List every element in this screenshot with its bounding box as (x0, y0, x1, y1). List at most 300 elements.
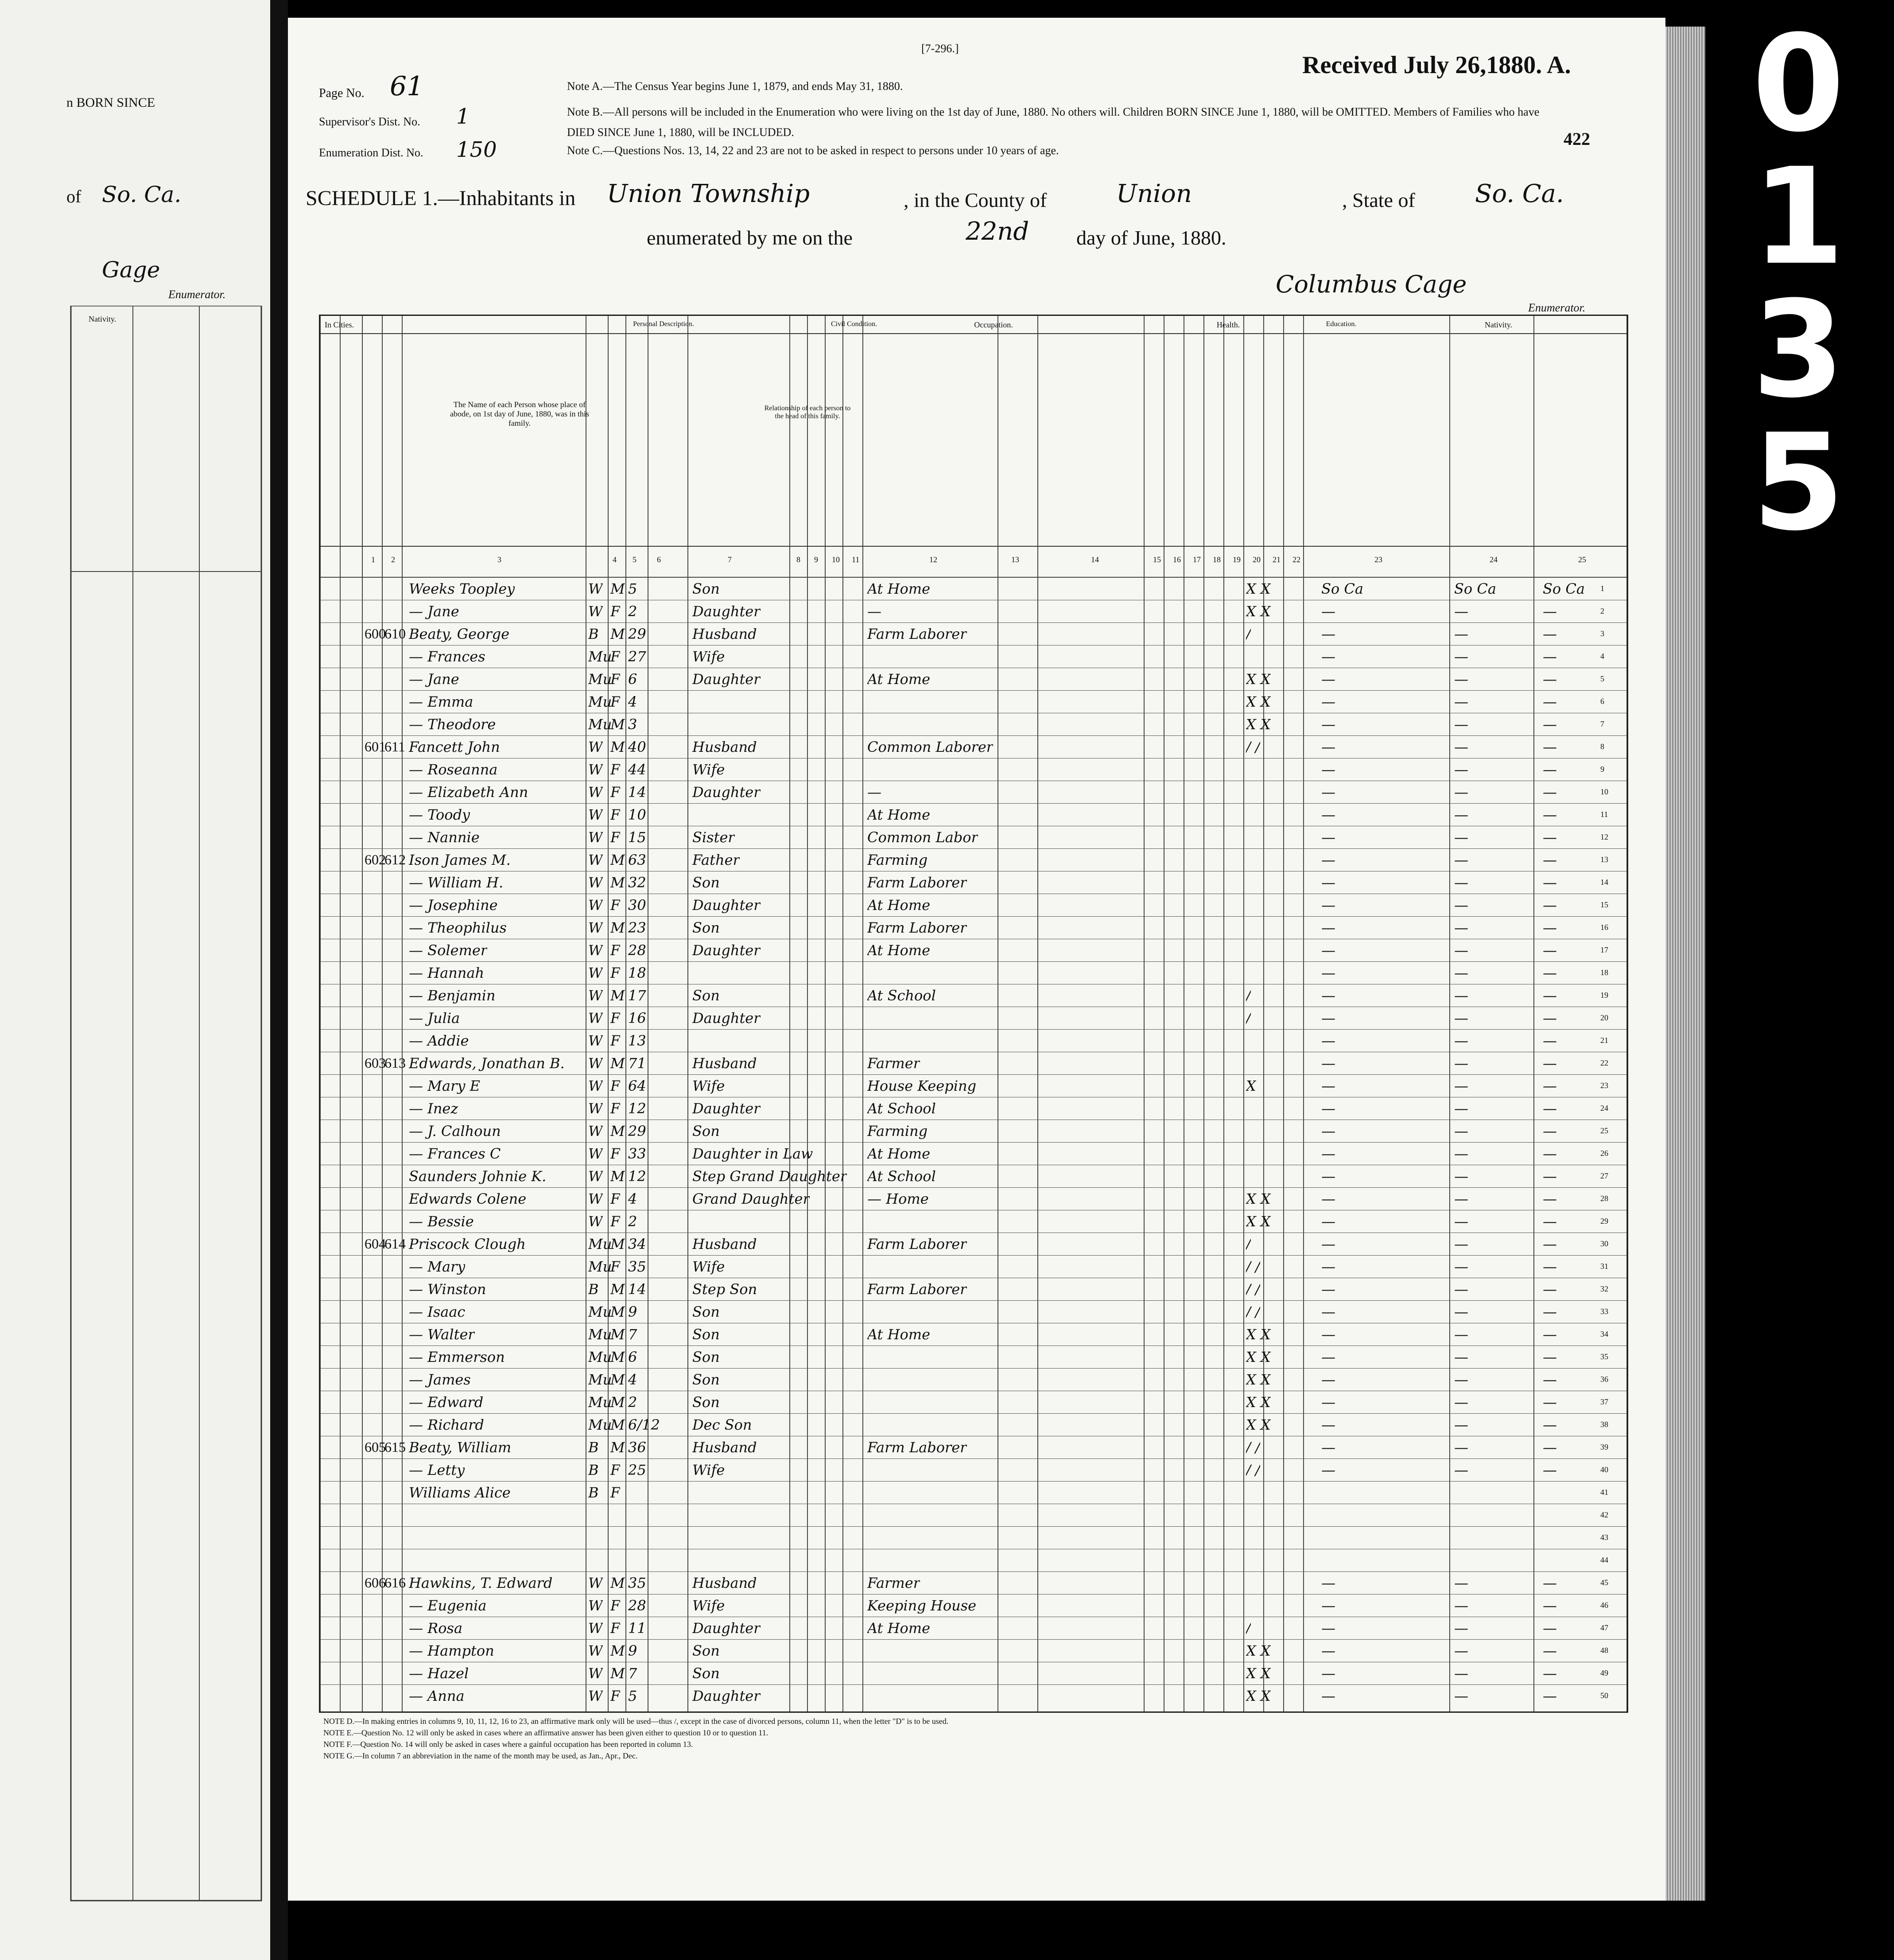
person-name: — Hampton (409, 1642, 494, 1659)
table-row (320, 894, 1627, 917)
column-number: 15 (1153, 555, 1161, 564)
age: 27 (628, 648, 646, 665)
enumerator-label: Enumerator. (1528, 301, 1586, 314)
table-row (320, 1639, 1627, 1662)
age: 34 (628, 1236, 646, 1252)
occupation: At School (867, 1100, 936, 1117)
education-marks: / (1246, 1236, 1251, 1252)
row-number: 24 (1600, 1104, 1608, 1112)
nativity-entry: — (1454, 1010, 1468, 1027)
column-number: 5 (633, 555, 637, 564)
row-number: 14 (1600, 878, 1608, 887)
sex-code: M (610, 1303, 625, 1320)
row-number: 20 (1600, 1013, 1608, 1022)
sex-code: F (610, 693, 621, 710)
relationship: Son (692, 580, 720, 597)
civil-condition-header: Civil Condition. (831, 320, 877, 328)
sex-code: M (610, 1416, 625, 1433)
table-row (320, 577, 1627, 600)
table-row (320, 1323, 1627, 1346)
nativity-entry: — (1321, 1620, 1335, 1637)
nativity-entry: — (1454, 1281, 1468, 1298)
column-number: 17 (1193, 555, 1201, 564)
table-row (320, 1594, 1627, 1617)
sex-code: F (610, 1145, 621, 1162)
relationship: Husband (692, 1575, 757, 1591)
relationship: Son (692, 1123, 720, 1139)
table-row (320, 1120, 1627, 1143)
table-row (320, 645, 1627, 668)
table-row (320, 1684, 1627, 1707)
person-name: Beaty, George (409, 626, 510, 642)
column-number: 13 (1011, 555, 1019, 564)
left-enumerator-label: Enumerator. (168, 288, 226, 301)
table-row (320, 1052, 1627, 1075)
nativity-entry: — (1321, 919, 1335, 936)
color-code: W (588, 1168, 603, 1185)
occupation: At Home (867, 942, 931, 959)
row-number: 6 (1600, 697, 1604, 706)
nativity-entry: — (1543, 1303, 1557, 1320)
sex-code: M (610, 580, 625, 597)
book-spine (270, 0, 288, 1960)
row-number: 40 (1600, 1465, 1608, 1474)
row-number: 13 (1600, 855, 1608, 864)
person-name: — Theodore (409, 716, 496, 733)
nativity-entry: — (1543, 1394, 1557, 1411)
left-nativity-label: Nativity. (89, 315, 116, 323)
nativity-entry: So Ca (1543, 580, 1585, 597)
sheet-number: 422 (1564, 129, 1590, 149)
occupation: Farmer (867, 1575, 920, 1591)
sex-code: M (610, 739, 625, 755)
nativity-entry: — (1543, 648, 1557, 665)
nativity-entry: — (1454, 1190, 1468, 1207)
person-name: — Roseanna (409, 761, 498, 778)
age: 15 (628, 829, 646, 846)
row-number: 17 (1600, 945, 1608, 954)
education-marks: X X (1246, 671, 1271, 688)
nativity-entry: — (1454, 1168, 1468, 1185)
nativity-entry: — (1321, 852, 1335, 868)
color-code: B (588, 626, 599, 642)
occupation: Farm Laborer (867, 874, 967, 891)
nativity-entry: — (1321, 1123, 1335, 1139)
column-number: 23 (1374, 555, 1382, 564)
frame-digit: 0 (1752, 7, 1845, 161)
color-code: B (588, 1439, 599, 1456)
person-name: — Nannie (409, 829, 480, 846)
nativity-entry: — (1454, 1620, 1468, 1637)
table-row (320, 622, 1627, 646)
age: 29 (628, 626, 646, 642)
nativity-entry: — (1454, 1575, 1468, 1591)
sex-code: M (610, 987, 625, 1004)
enumerated-day: 22nd (966, 217, 1029, 246)
nativity-entry: — (1321, 1665, 1335, 1682)
row-number: 47 (1600, 1623, 1608, 1632)
color-code: Mu (588, 1303, 612, 1320)
person-name: Williams Alice (409, 1484, 511, 1501)
row-number: 36 (1600, 1375, 1608, 1384)
table-row (320, 1007, 1627, 1030)
sex-code: M (610, 1642, 625, 1659)
column-number: 7 (728, 555, 732, 564)
footnote: NOTE D.—In making entries in columns 9, 10, 11, 12, 16 to 23, an affirmative mark only will be used—thus /, except in the case of divorced persons, column 11, when the letter "D" is to be used. (323, 1717, 949, 1726)
nativity-entry: — (1543, 603, 1557, 620)
family-number: 615 (384, 1439, 406, 1455)
table-row (320, 1436, 1627, 1459)
occupation: Farming (867, 1123, 928, 1139)
column-number: 4 (613, 555, 617, 564)
color-code: W (588, 1010, 603, 1027)
education-header: Education. (1326, 320, 1357, 328)
age: 13 (628, 1032, 646, 1049)
row-number: 2 (1600, 607, 1604, 615)
nativity-entry: — (1321, 648, 1335, 665)
sex-code: M (610, 1123, 625, 1139)
person-name: — Emma (409, 693, 474, 710)
age: 2 (628, 603, 637, 620)
nativity-entry: — (1543, 1032, 1557, 1049)
nativity-entry: — (1543, 1281, 1557, 1298)
footnote: NOTE F.—Question No. 14 will only be asked in cases where a gainful occupation has been reported in column 13. (323, 1740, 693, 1749)
age: 4 (628, 1190, 637, 1207)
person-name: — Eugenia (409, 1597, 487, 1614)
sex-code: F (610, 1597, 621, 1614)
person-name: — Jane (409, 603, 459, 620)
nativity-entry: — (1321, 1032, 1335, 1049)
person-name: — Anna (409, 1688, 465, 1704)
nativity-entry: — (1454, 1032, 1468, 1049)
born-since-text: n BORN SINCE (66, 95, 155, 110)
nativity-entry: — (1454, 1597, 1468, 1614)
relationship: Daughter (692, 1688, 761, 1704)
column-number: 3 (497, 555, 501, 564)
color-code: W (588, 1620, 603, 1637)
row-number: 43 (1600, 1533, 1608, 1542)
nativity-entry: — (1321, 626, 1335, 642)
color-code: W (588, 829, 603, 846)
sex-code: F (610, 1620, 621, 1637)
person-name: — Theophilus (409, 919, 507, 936)
education-marks: X X (1246, 1394, 1271, 1411)
education-marks: / / (1246, 1281, 1260, 1298)
note-a: Note A.—The Census Year begins June 1, 1879, and ends May 31, 1880. (567, 80, 903, 93)
frame-digit: 1 (1752, 140, 1845, 294)
table-row (320, 1413, 1627, 1436)
nativity-entry: — (1543, 987, 1557, 1004)
column-number: 25 (1578, 555, 1586, 564)
sex-code: F (610, 1213, 621, 1230)
color-code: W (588, 761, 603, 778)
table-row (320, 984, 1627, 1007)
occupation: House Keeping (867, 1077, 977, 1094)
nativity-entry: — (1454, 1439, 1468, 1456)
nativity-entry: — (1321, 1281, 1335, 1298)
nativity-entry: — (1454, 942, 1468, 959)
relationship: Son (692, 987, 720, 1004)
sex-code: M (610, 1371, 625, 1388)
relationship: Daughter (692, 671, 761, 688)
nativity-entry: — (1321, 1168, 1335, 1185)
relationship: Son (692, 1665, 720, 1682)
color-code: W (588, 806, 603, 823)
nativity-entry: — (1321, 987, 1335, 1004)
nativity-entry: — (1454, 1303, 1468, 1320)
occupation: Farm Laborer (867, 919, 967, 936)
person-name: — Benjamin (409, 987, 496, 1004)
census-page (288, 18, 1665, 1901)
occupation: Farm Laborer (867, 1281, 967, 1298)
sex-code: M (610, 1326, 625, 1343)
sex-code: M (610, 1439, 625, 1456)
row-number: 11 (1600, 810, 1608, 819)
table-row (320, 1526, 1627, 1549)
age: 32 (628, 874, 646, 891)
age: 30 (628, 897, 646, 914)
relationship: Grand Daughter (692, 1190, 810, 1207)
table-row (320, 690, 1627, 713)
sex-code: F (610, 829, 621, 846)
row-number: 32 (1600, 1284, 1608, 1293)
age: 2 (628, 1213, 637, 1230)
column-number: 21 (1273, 555, 1281, 564)
age: 3 (628, 716, 637, 733)
nativity-entry: — (1321, 806, 1335, 823)
relationship: Husband (692, 1439, 757, 1456)
occupation: At Home (867, 806, 931, 823)
nativity-entry: — (1543, 626, 1557, 642)
nativity-entry: — (1321, 1010, 1335, 1027)
age: 7 (628, 1326, 637, 1343)
supervisor-value: 1 (456, 104, 470, 129)
note-c: Note C.—Questions Nos. 13, 14, 22 and 23 are not to be asked in respect to persons under 10 years of age. (567, 144, 1059, 157)
sex-code: M (610, 1394, 625, 1411)
age: 6 (628, 671, 637, 688)
row-number: 34 (1600, 1330, 1608, 1338)
color-code: W (588, 1077, 603, 1094)
education-marks: / / (1246, 1462, 1260, 1478)
sex-code: F (610, 1190, 621, 1207)
education-marks: / / (1246, 1303, 1260, 1320)
table-row (320, 781, 1627, 804)
sex-code: F (610, 784, 621, 801)
sex-code: F (610, 603, 621, 620)
sex-code: M (610, 852, 625, 868)
nativity-entry: — (1543, 1620, 1557, 1637)
nativity-entry: — (1454, 784, 1468, 801)
age: 12 (628, 1100, 646, 1117)
occupation: At Home (867, 1620, 931, 1637)
person-name: Priscock Clough (409, 1236, 526, 1252)
person-name: — Jane (409, 671, 459, 688)
relationship: Husband (692, 1236, 757, 1252)
education-marks: / (1246, 626, 1251, 642)
nativity-header: Nativity. (1484, 320, 1513, 329)
color-code: W (588, 784, 603, 801)
nativity-entry: — (1543, 739, 1557, 755)
age: 6 (628, 1349, 637, 1365)
person-name: — Mary E (409, 1077, 480, 1094)
relationship: Wife (692, 1597, 725, 1614)
nativity-entry: — (1321, 1642, 1335, 1659)
row-number: 15 (1600, 900, 1608, 909)
sex-code: F (610, 1100, 621, 1117)
row-number: 45 (1600, 1578, 1608, 1587)
sex-code: F (610, 806, 621, 823)
table-row (320, 1300, 1627, 1323)
nativity-entry: — (1454, 1145, 1468, 1162)
footnote: NOTE E.—Question No. 12 will only be asked in cases where an affirmative answer has been given either to question 10 or to question 11. (323, 1728, 768, 1737)
color-code: Mu (588, 1394, 612, 1411)
person-name: — Frances (409, 648, 485, 665)
sex-code: M (610, 1575, 625, 1591)
health-header: Health. (1216, 320, 1240, 329)
relationship: Son (692, 1303, 720, 1320)
sex-code: M (610, 919, 625, 936)
column-number: 6 (657, 555, 661, 564)
color-code: W (588, 1688, 603, 1704)
color-code: W (588, 1145, 603, 1162)
sex-code: F (610, 1484, 621, 1501)
color-code: Mu (588, 648, 612, 665)
education-marks: / / (1246, 1439, 1260, 1456)
color-code: W (588, 1190, 603, 1207)
occupation: At Home (867, 580, 931, 597)
nativity-entry: — (1321, 693, 1335, 710)
nativity-entry: — (1321, 671, 1335, 688)
age: 64 (628, 1077, 646, 1094)
education-marks: X X (1246, 1213, 1271, 1230)
row-number: 29 (1600, 1217, 1608, 1225)
age: 2 (628, 1394, 637, 1411)
person-name: — Inez (409, 1100, 458, 1117)
color-code: W (588, 1123, 603, 1139)
column-number: 2 (391, 555, 395, 564)
nativity-entry: So Ca (1454, 580, 1496, 597)
nativity-entry: — (1454, 1688, 1468, 1704)
sex-code: F (610, 1258, 621, 1275)
relationship: Daughter (692, 1620, 761, 1637)
column-number: 20 (1253, 555, 1261, 564)
nativity-entry: — (1543, 1326, 1557, 1343)
table-row (320, 916, 1627, 939)
relationship: Dec Son (692, 1416, 752, 1433)
row-number: 8 (1600, 742, 1604, 751)
occupation: At Home (867, 1145, 931, 1162)
family-number: 610 (384, 626, 406, 642)
color-code: W (588, 874, 603, 891)
person-name: Saunders Johnie K. (409, 1168, 547, 1185)
occupation: — (867, 603, 881, 620)
table-row (320, 1029, 1627, 1052)
table-row (320, 1346, 1627, 1369)
relationship: Son (692, 874, 720, 891)
row-number: 30 (1600, 1239, 1608, 1248)
color-code: Mu (588, 1236, 612, 1252)
education-marks: X X (1246, 1642, 1271, 1659)
table-row (320, 939, 1627, 962)
person-name: Edwards Colene (409, 1190, 527, 1207)
table-row (320, 1142, 1627, 1165)
frame-digit: 3 (1752, 272, 1845, 427)
education-marks: X X (1246, 1190, 1271, 1207)
occupation: — Home (867, 1190, 929, 1207)
person-name: — Hannah (409, 964, 485, 981)
age: 29 (628, 1123, 646, 1139)
nativity-entry: — (1543, 919, 1557, 936)
nativity-entry: — (1321, 1371, 1335, 1388)
nativity-entry: — (1454, 716, 1468, 733)
left-state-prefix: of (66, 187, 82, 206)
age: 36 (628, 1439, 646, 1456)
color-code: W (588, 942, 603, 959)
nativity-entry: — (1454, 1394, 1468, 1411)
nativity-entry: — (1454, 1349, 1468, 1365)
column-number: 14 (1091, 555, 1099, 564)
nativity-entry: — (1321, 1258, 1335, 1275)
sex-code: M (610, 1236, 625, 1252)
color-code: W (588, 1642, 603, 1659)
table-row (320, 668, 1627, 691)
person-name: Fancett John (409, 739, 500, 755)
nativity-entry: — (1321, 1394, 1335, 1411)
age: 14 (628, 784, 646, 801)
color-code: Mu (588, 693, 612, 710)
schedule-label: SCHEDULE 1.—Inhabitants in (306, 187, 576, 210)
nativity-entry: — (1454, 874, 1468, 891)
table-row (320, 1391, 1627, 1414)
nativity-entry: — (1321, 1145, 1335, 1162)
person-name: — Walter (409, 1326, 475, 1343)
nativity-entry: — (1543, 671, 1557, 688)
nativity-entry: — (1543, 829, 1557, 846)
nativity-entry: — (1454, 626, 1468, 642)
sex-code: F (610, 1032, 621, 1049)
nativity-entry: — (1321, 1439, 1335, 1456)
person-name: — Rosa (409, 1620, 463, 1637)
left-enumerator: Gage (102, 257, 160, 283)
relationship: Husband (692, 739, 757, 755)
person-name: — Mary (409, 1258, 466, 1275)
nativity-entry: — (1543, 784, 1557, 801)
relationship: Daughter (692, 1100, 761, 1117)
age: 4 (628, 693, 637, 710)
family-number: 614 (384, 1236, 406, 1252)
person-name: — Isaac (409, 1303, 466, 1320)
relationship: Wife (692, 1258, 725, 1275)
occupation: At School (867, 987, 936, 1004)
person-name: — William H. (409, 874, 504, 891)
name-column-header: The Name of each Person whose place of abode, on 1st day of June, 1880, was in this family. (450, 400, 589, 428)
person-name: — Toody (409, 806, 470, 823)
table-row (320, 1165, 1627, 1188)
row-number: 26 (1600, 1149, 1608, 1158)
dwelling-number: 603 (365, 1055, 386, 1071)
row-number: 38 (1600, 1420, 1608, 1429)
age: 18 (628, 964, 646, 981)
family-number: 612 (384, 852, 406, 867)
relationship: Wife (692, 648, 725, 665)
nativity-entry: — (1321, 897, 1335, 914)
row-number: 16 (1600, 923, 1608, 932)
table-row (320, 1662, 1627, 1685)
age: 35 (628, 1575, 646, 1591)
sex-code: M (610, 1281, 625, 1298)
nativity-entry: — (1454, 1371, 1468, 1388)
nativity-entry: — (1321, 716, 1335, 733)
